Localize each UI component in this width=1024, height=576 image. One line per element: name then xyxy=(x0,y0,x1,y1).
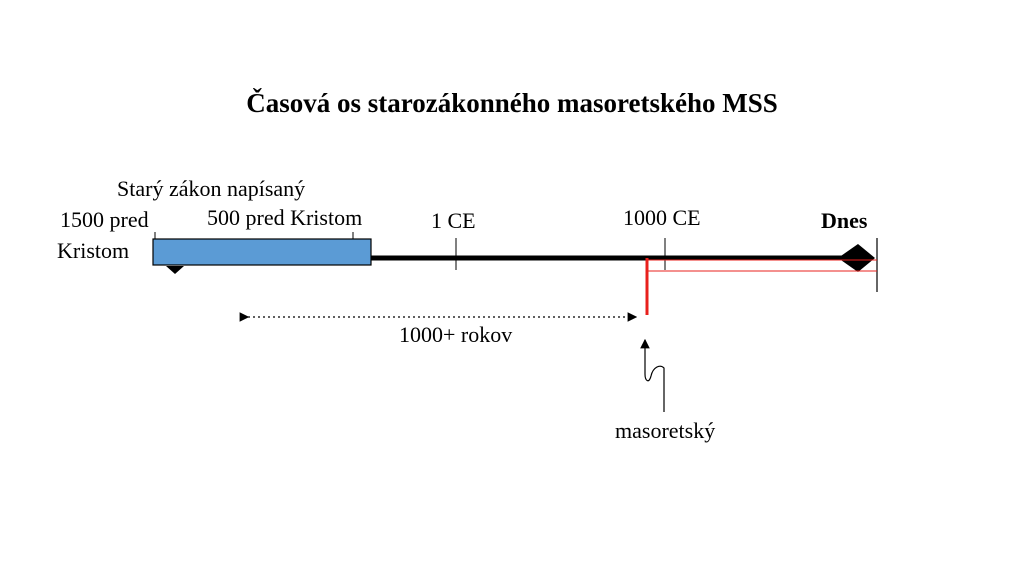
label-1ce: 1 CE xyxy=(431,208,476,233)
diagram-title: Časová os starozákonného masoretského MSS xyxy=(246,88,778,118)
label-1500bc-line1: 1500 pred xyxy=(60,207,149,232)
label-ot-written: Starý zákon napísaný xyxy=(117,176,306,201)
label-masoretic: masoretský xyxy=(615,418,716,443)
today-diamond xyxy=(838,244,875,272)
label-1000ce: 1000 CE xyxy=(623,205,701,230)
ot-written-bar xyxy=(153,239,371,265)
label-1500bc-line2: Kristom xyxy=(57,238,130,263)
label-gap: 1000+ rokov xyxy=(399,322,513,347)
label-today: Dnes xyxy=(821,208,868,233)
label-500bc: 500 pred Kristom xyxy=(207,205,363,230)
start-marker xyxy=(166,266,184,274)
masoretic-callout-arrow xyxy=(645,340,664,412)
